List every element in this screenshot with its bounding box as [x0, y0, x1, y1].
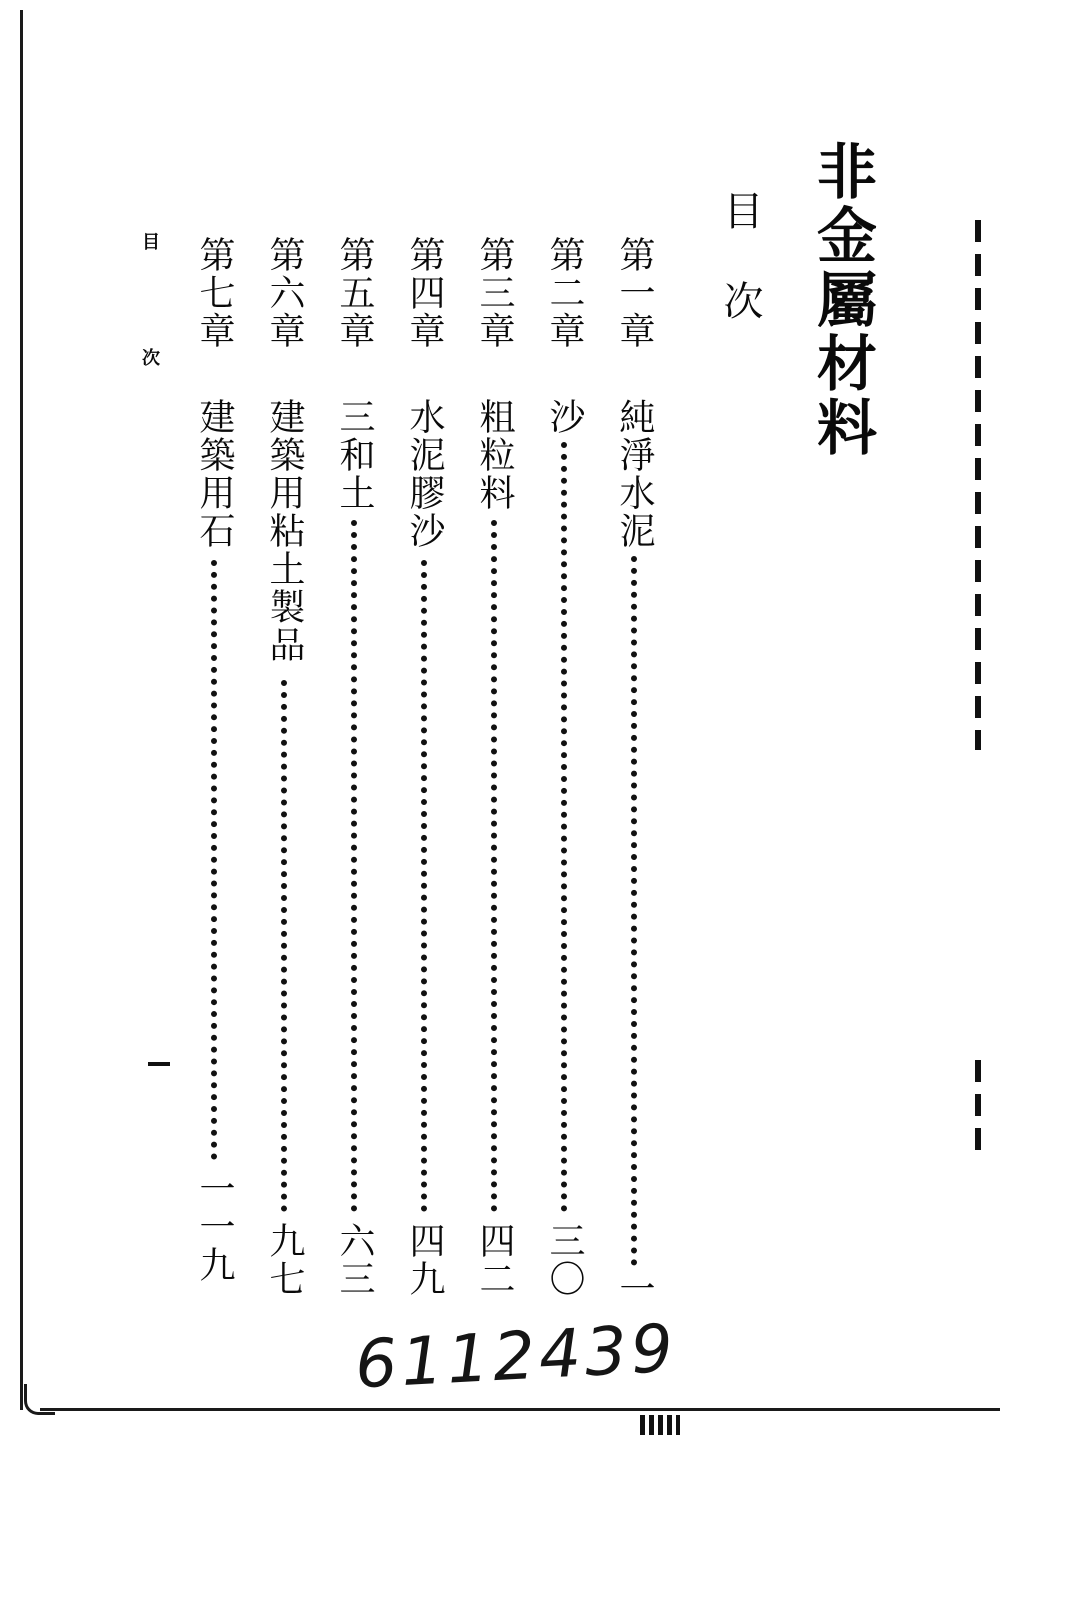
handwritten-call-number: 6112439	[353, 1309, 679, 1404]
chapter-page: 一一九	[194, 1170, 235, 1284]
chapter-number: 第二章	[544, 236, 585, 350]
leader-dots	[211, 560, 217, 1160]
chapter-name: 粗粒料	[474, 398, 515, 512]
page-right-edge-lower	[975, 1060, 981, 1150]
chapter-number: 第七章	[194, 236, 235, 350]
chapter-page: 一	[614, 1270, 655, 1308]
page-bottom-rule	[40, 1408, 1000, 1411]
leader-dots	[561, 442, 567, 1212]
chapter-name: 建築用粘土製品	[264, 398, 305, 664]
side-label-top: 目	[139, 232, 160, 250]
chapter-number: 第四章	[404, 236, 445, 350]
chapter-number: 第一章	[614, 236, 655, 350]
folio-mark	[148, 1062, 170, 1066]
side-label-bottom: 次	[139, 348, 160, 366]
leader-dots	[491, 520, 497, 1212]
leader-dots	[281, 680, 287, 1212]
chapter-name: 純淨水泥	[614, 398, 655, 550]
page-right-edge	[975, 220, 981, 750]
toc-heading: 目次	[717, 190, 763, 370]
chapter-name: 三和土	[334, 398, 375, 512]
binding-marks	[640, 1415, 680, 1435]
page-corner	[24, 1384, 55, 1415]
leader-dots	[351, 520, 357, 1212]
chapter-page: 三〇	[544, 1222, 585, 1298]
chapter-page: 九七	[264, 1222, 305, 1298]
leader-dots	[631, 556, 637, 1266]
chapter-page: 四九	[404, 1222, 445, 1298]
chapter-name: 建築用石	[194, 398, 235, 550]
chapter-number: 第三章	[474, 236, 515, 350]
chapter-page: 四二	[474, 1222, 515, 1298]
chapter-name: 水泥膠沙	[404, 398, 445, 550]
leader-dots	[421, 560, 427, 1212]
chapter-number: 第五章	[334, 236, 375, 350]
page-left-rule	[20, 10, 23, 1410]
chapter-page: 六三	[334, 1222, 375, 1298]
chapter-name: 沙	[544, 398, 585, 436]
chapter-number: 第六章	[264, 236, 305, 350]
book-title: 非金屬材料	[807, 140, 877, 460]
